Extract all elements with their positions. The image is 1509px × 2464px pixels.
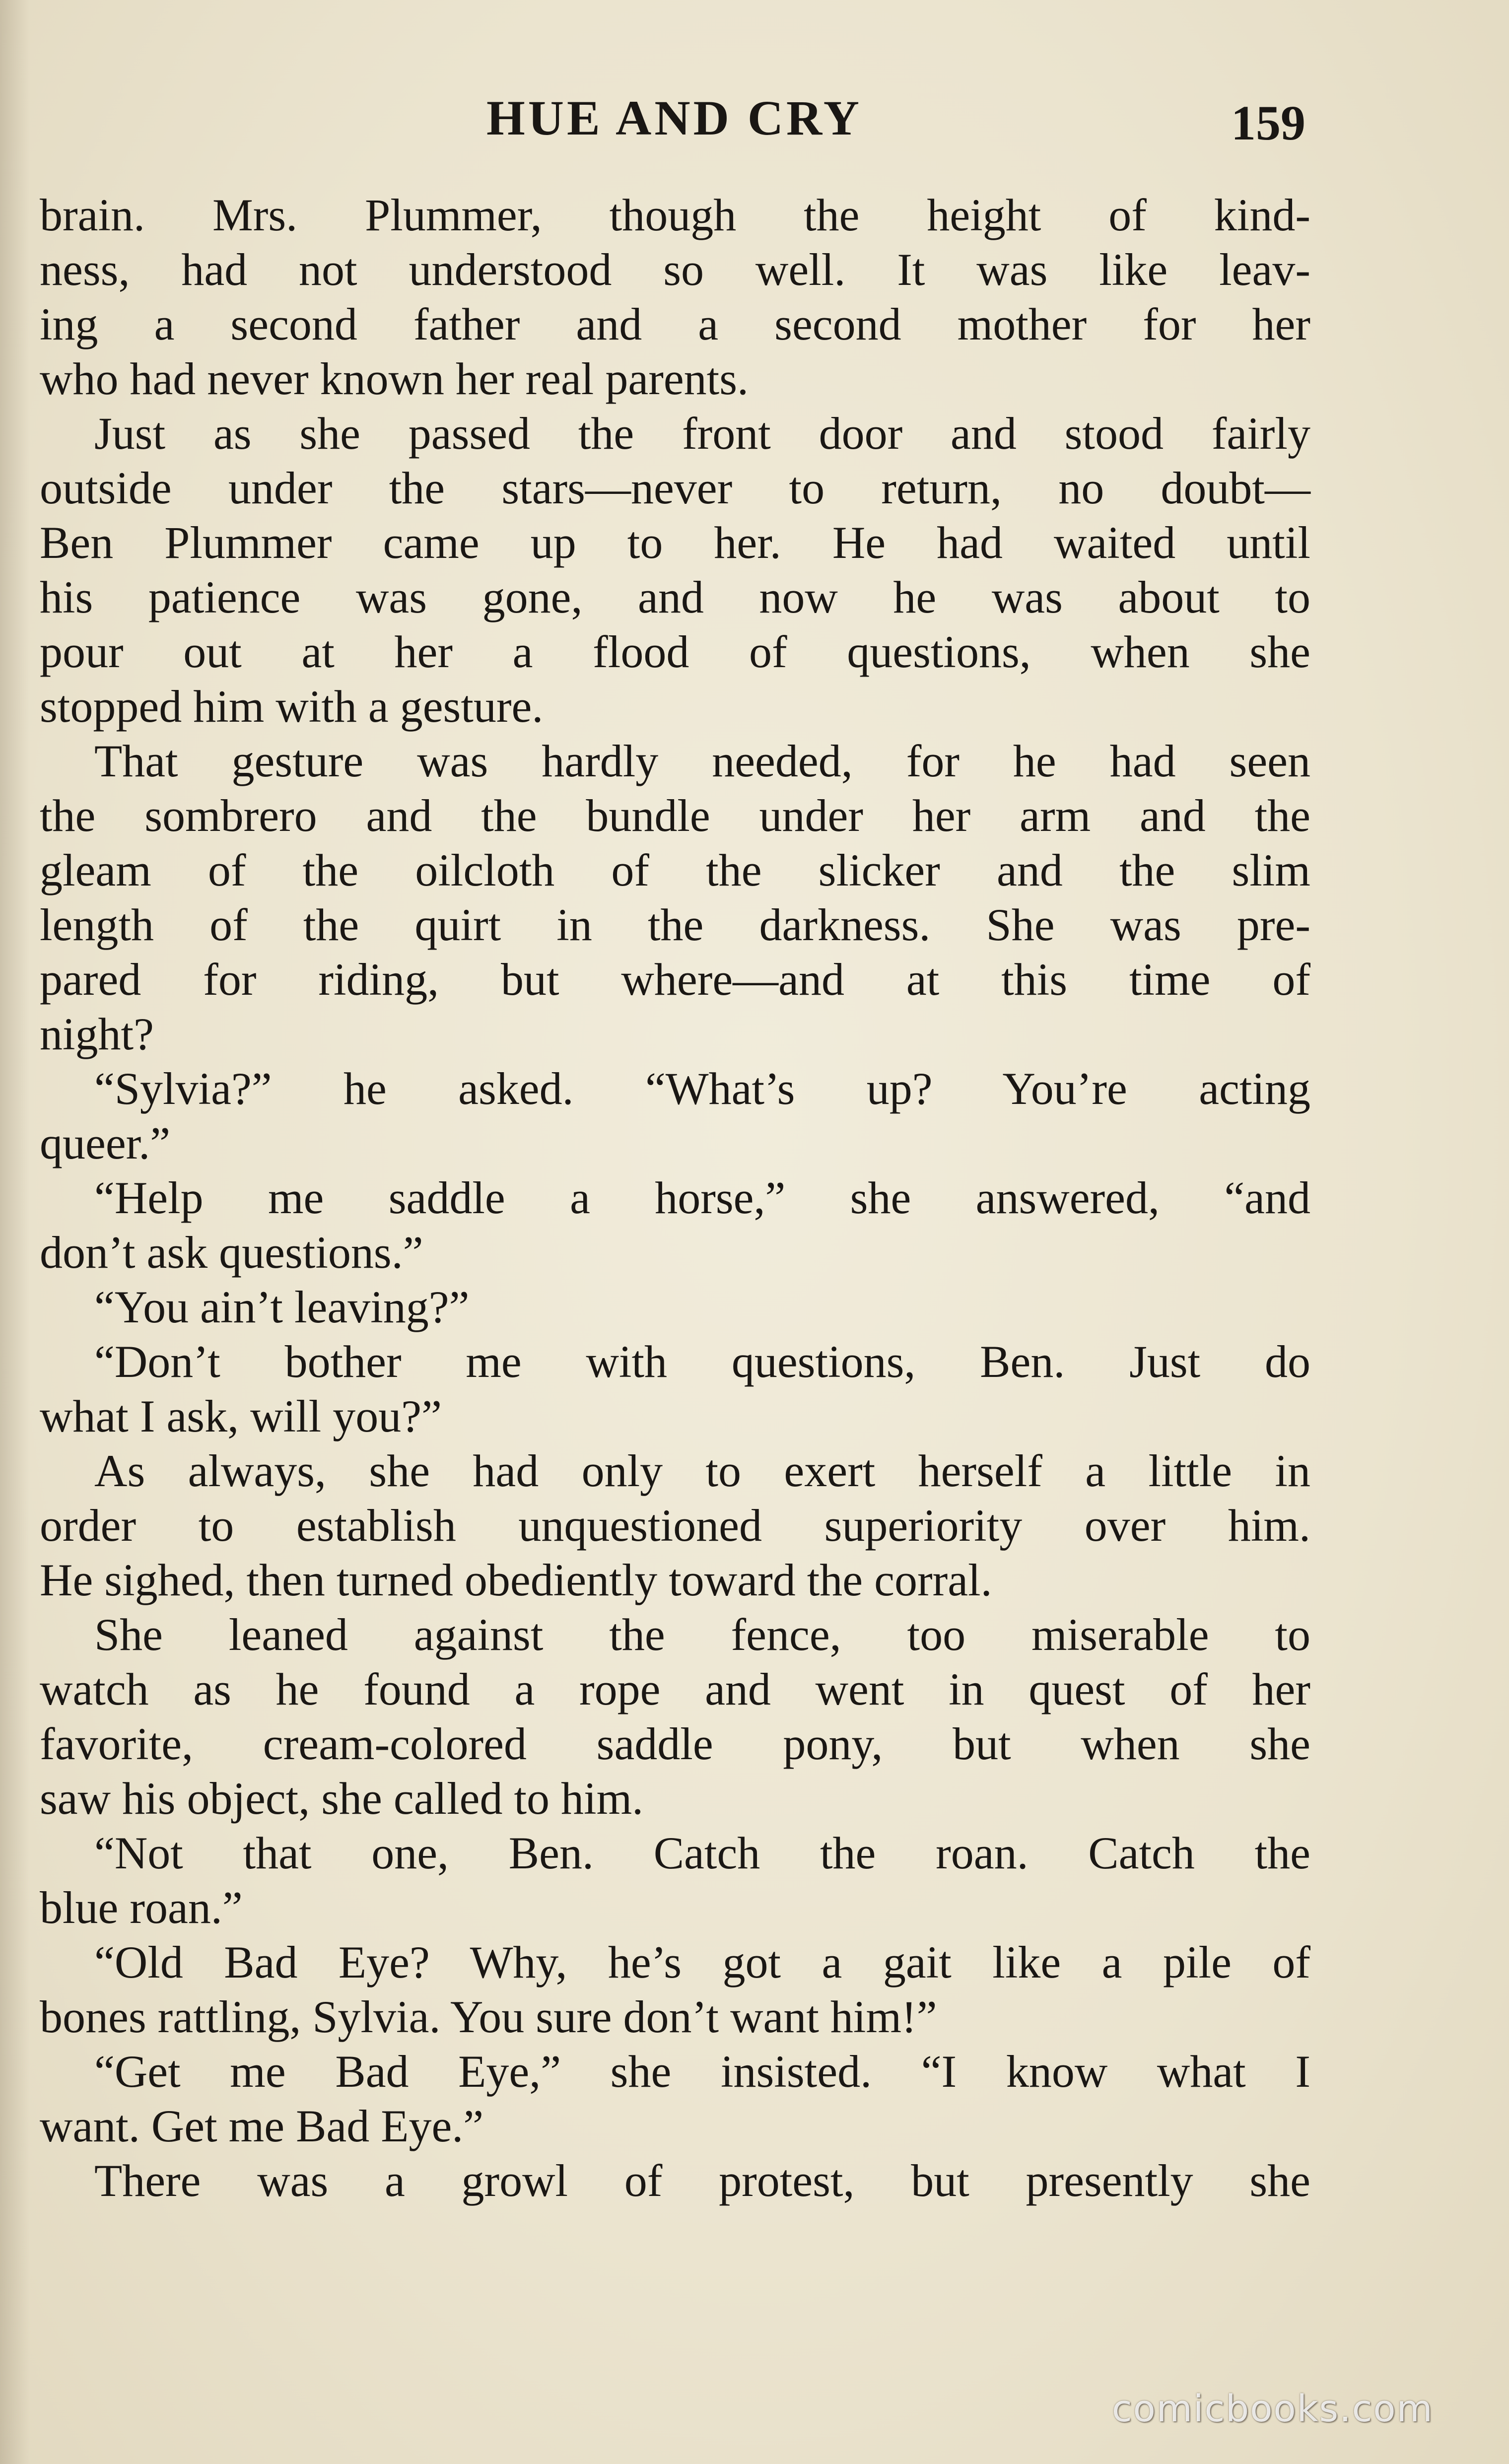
text-line: queer.” xyxy=(40,1118,171,1168)
text-line: don’t ask questions.” xyxy=(40,1227,423,1278)
body-text xyxy=(40,188,1310,2208)
text-line: the sombrero and the bundle under her arm and the xyxy=(40,790,1310,841)
text-line: brain. Mrs. Plummer, though the height of kind- xyxy=(40,190,1310,240)
text-line: what I ask, will you?” xyxy=(40,1391,442,1441)
text-line: “Old Bad Eye? Why, he’s got a gait like a pile of xyxy=(94,1937,1310,1987)
page-edge-shadow xyxy=(0,0,30,2464)
page-header xyxy=(0,89,1509,159)
text-line: blue roan.” xyxy=(40,1882,243,1933)
text-line: stopped him with a gesture. xyxy=(40,681,544,732)
text-line: who had never known her real parents. xyxy=(40,353,749,404)
text-line: his patience was gone, and now he was about to xyxy=(40,572,1310,622)
text-line: night? xyxy=(40,1009,154,1059)
text-line: “You ain’t leaving?” xyxy=(94,1282,470,1332)
text-line: bones rattling, Sylvia. You sure don’t want him!” xyxy=(40,1991,937,2042)
text-line: There was a growl of protest, but presently she xyxy=(94,2155,1310,2206)
text-line: pour out at her a flood of questions, when she xyxy=(40,626,1310,677)
page-number: 159 xyxy=(1231,95,1305,150)
text-line: That gesture was hardly needed, for he had seen xyxy=(94,736,1310,786)
text-line: Ben Plummer came up to her. He had waited until xyxy=(40,517,1310,568)
text-line: saw his object, she called to him. xyxy=(40,1773,644,1824)
text-line: order to establish unquestioned superiority over him. xyxy=(40,1500,1310,1551)
text-line: She leaned against the fence, too miserable to xyxy=(94,1609,1310,1660)
text-line: “Don’t bother me with questions, Ben. Just do xyxy=(94,1336,1310,1387)
text-line: ing a second father and a second mother for her xyxy=(40,299,1310,349)
text-line: “Help me saddle a horse,” she answered, “and xyxy=(94,1172,1310,1223)
text-line: length of the quirt in the darkness. She was pre- xyxy=(40,899,1310,950)
text-line: “Get me Bad Eye,” she insisted. “I know what I xyxy=(94,2046,1310,2097)
text-line: pared for riding, but where—and at this time of xyxy=(40,954,1310,1005)
text-line: He sighed, then turned obediently toward the corral. xyxy=(40,1555,992,1605)
text-line: “Sylvia?” he asked. “What’s up? You’re acting xyxy=(94,1063,1310,1114)
text-line: watch as he found a rope and went in quest of her xyxy=(40,1664,1310,1714)
watermark: comicbooks.com xyxy=(1112,2388,1434,2430)
text-line: Just as she passed the front door and stood fairly xyxy=(94,408,1310,459)
text-line: ness, had not understood so well. It was like leav- xyxy=(40,244,1310,295)
running-head: HUE AND CRY xyxy=(486,90,862,145)
text-line: gleam of the oilcloth of the slicker and the slim xyxy=(40,845,1310,895)
text-line: As always, she had only to exert herself a little in xyxy=(94,1445,1310,1496)
text-line: “Not that one, Ben. Catch the roan. Catch the xyxy=(94,1828,1310,1878)
text-line: outside under the stars—never to return, no doubt— xyxy=(40,463,1310,513)
text-line: favorite, cream-colored saddle pony, but when she xyxy=(40,1718,1310,1769)
text-line: want. Get me Bad Eye.” xyxy=(40,2101,484,2151)
